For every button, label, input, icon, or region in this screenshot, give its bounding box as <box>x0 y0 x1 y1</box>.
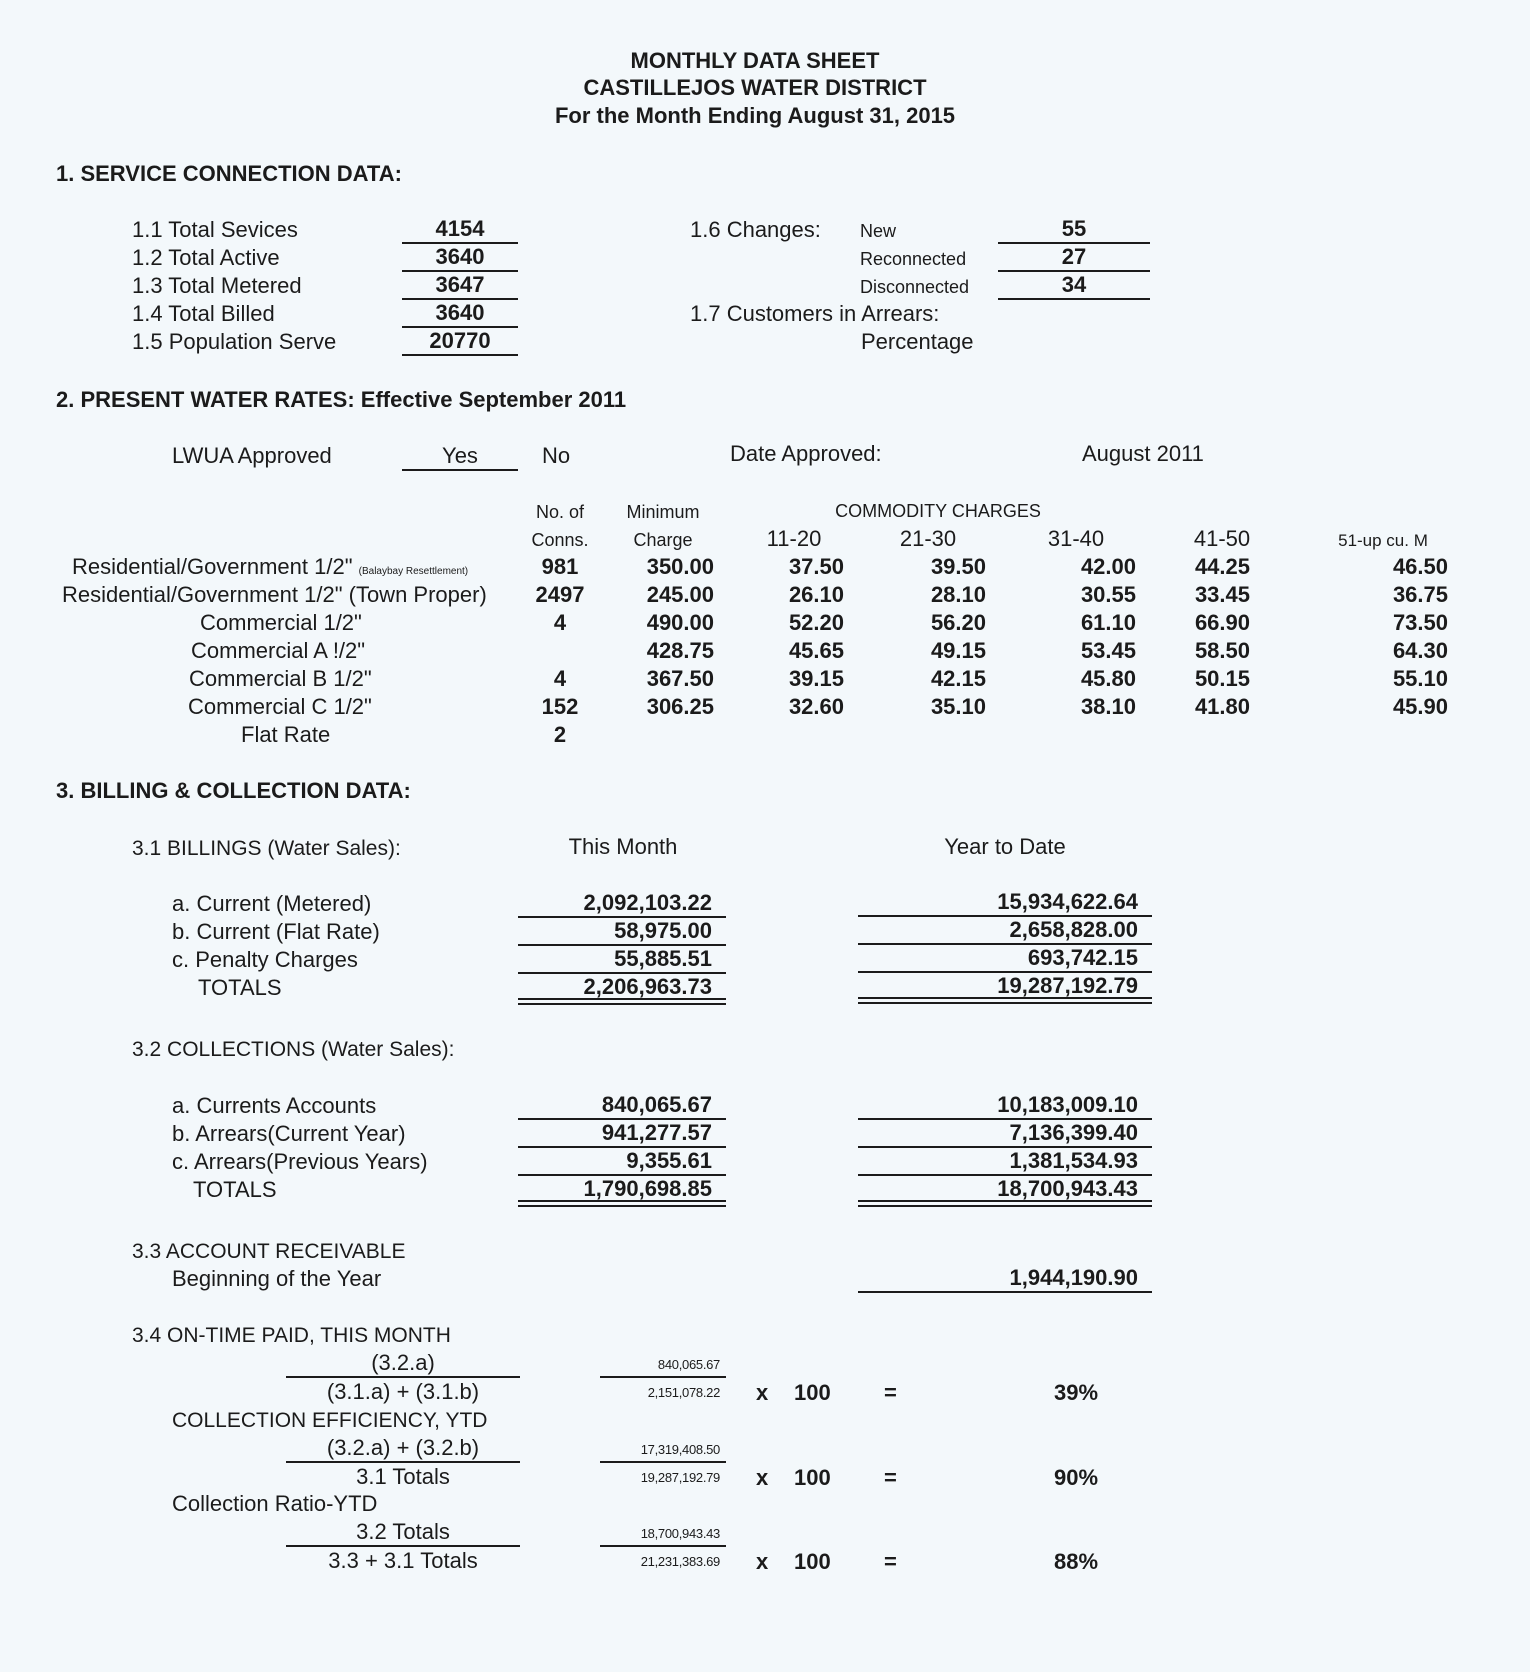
rate-conns: 2497 <box>535 582 585 607</box>
arrears-label: 1.7 Customers in Arrears: <box>690 301 940 326</box>
changes-reconnected-label: Reconnected <box>860 249 967 269</box>
col-minimum: Minimum <box>626 502 700 522</box>
section1-heading: 1. SERVICE CONNECTION DATA: <box>56 161 402 186</box>
ratio1-result: 39% <box>1054 1380 1099 1405</box>
account-receivable-value: 1,944,190.90 <box>1009 1265 1138 1290</box>
ratio1-numerator-label: (3.2.a) <box>371 1350 435 1375</box>
billings-label: 3.1 BILLINGS (Water Sales): <box>132 837 401 860</box>
rate-51-up: 64.30 <box>1392 638 1448 663</box>
billing-metered-ytd: 15,934,622.64 <box>997 889 1138 914</box>
rate-conns: 4 <box>553 610 567 635</box>
section2-heading: 2. PRESENT WATER RATES: Effective September 2011 <box>56 387 627 412</box>
range-11-20: 11-20 <box>766 526 822 551</box>
changes-new-value: 55 <box>1061 216 1087 241</box>
ratio2-equals: = <box>884 1465 897 1490</box>
collection-efficiency-label: COLLECTION EFFICIENCY, YTD <box>172 1409 488 1432</box>
underline <box>402 270 518 272</box>
ratio3-equals: = <box>884 1549 897 1574</box>
underline <box>858 943 1152 945</box>
lwua-yes: Yes <box>442 443 478 468</box>
underline <box>998 270 1150 272</box>
account-receivable-sub: Beginning of the Year <box>172 1266 382 1291</box>
underline <box>402 326 518 328</box>
underline <box>518 916 726 918</box>
item-total-services-value: 4154 <box>435 216 485 241</box>
underline <box>518 1174 726 1176</box>
billing-flat-ytd: 2,658,828.00 <box>1009 917 1138 942</box>
ratio1-hundred: 100 <box>794 1380 831 1405</box>
sheet-title: MONTHLY DATA SHEET <box>630 48 880 73</box>
billing-penalty-month: 55,885.51 <box>614 946 712 971</box>
changes-disconnected-value: 34 <box>1061 272 1087 297</box>
fraction-line <box>600 1461 726 1463</box>
underline <box>858 1291 1152 1293</box>
rate-11-20: 26.10 <box>788 582 844 607</box>
collections-label: 3.2 COLLECTIONS (Water Sales): <box>132 1038 455 1061</box>
collection-totals-ytd: 18,700,943.43 <box>997 1176 1138 1201</box>
item-total-billed-label: 1.4 Total Billed <box>132 301 275 326</box>
changes-disconnected-label: Disconnected <box>860 277 970 297</box>
rate-21-30: 39.50 <box>930 554 986 579</box>
item-population-label: 1.5 Population Serve <box>132 329 337 354</box>
rate-row-name-text: Residential/Government 1/2" <box>72 554 353 579</box>
col-no-of: No. of <box>535 502 585 522</box>
rate-minimum: 367.50 <box>646 666 714 691</box>
range-31-40: 31-40 <box>1047 526 1105 551</box>
rate-41-50: 66.90 <box>1194 610 1250 635</box>
lwua-no: No <box>542 443 571 468</box>
fraction-line <box>600 1376 726 1378</box>
collection-arrears-previous-ytd: 1,381,534.93 <box>1009 1148 1138 1173</box>
double-underline <box>518 998 726 1005</box>
ratio3-denominator: 21,231,383.69 <box>640 1554 720 1569</box>
rate-31-40: 30.55 <box>1080 582 1136 607</box>
ratio2-denominator-label: 3.1 Totals <box>356 1464 450 1489</box>
account-receivable-label: 3.3 ACCOUNT RECEIVABLE <box>132 1240 406 1263</box>
rate-conns: 981 <box>541 554 579 579</box>
rate-31-40: 42.00 <box>1080 554 1136 579</box>
rate-51-up: 55.10 <box>1392 666 1448 691</box>
ratio3-denominator-label: 3.3 + 3.1 Totals <box>328 1548 478 1573</box>
changes-reconnected-value: 27 <box>1061 244 1087 269</box>
double-underline <box>858 1200 1152 1207</box>
underline <box>518 944 726 946</box>
year-to-date-header: Year to Date <box>944 834 1066 859</box>
rate-minimum: 306.25 <box>646 694 714 719</box>
ratio3-result: 88% <box>1054 1549 1099 1574</box>
item-total-active-value: 3640 <box>435 244 485 269</box>
rate-31-40: 38.10 <box>1080 694 1136 719</box>
ratio1-equals: = <box>884 1380 897 1405</box>
changes-new-label: New <box>860 221 897 241</box>
ratio1-denominator-label: (3.1.a) + (3.1.b) <box>326 1379 480 1404</box>
rate-51-up: 36.75 <box>1392 582 1448 607</box>
fraction-line <box>286 1545 520 1547</box>
rate-41-50: 44.25 <box>1194 554 1250 579</box>
rate-41-50: 58.50 <box>1194 638 1250 663</box>
lwua-approved-label: LWUA Approved <box>172 443 332 468</box>
ontime-paid-label: 3.4 ON-TIME PAID, THIS MONTH <box>132 1324 451 1347</box>
rate-row-name: Commercial A !/2" <box>191 638 366 663</box>
underline <box>518 1146 726 1148</box>
rate-11-20: 39.15 <box>788 666 844 691</box>
rate-31-40: 53.45 <box>1080 638 1136 663</box>
underline <box>998 298 1150 300</box>
billing-totals-month: 2,206,963.73 <box>583 974 712 999</box>
collection-totals-month: 1,790,698.85 <box>583 1176 712 1201</box>
underline <box>998 242 1150 244</box>
commodity-charges-label: COMMODITY CHARGES <box>835 501 1041 521</box>
ratio1-numerator: 840,065.67 <box>657 1357 720 1372</box>
ratio3-numerator: 18,700,943.43 <box>640 1526 720 1541</box>
underline <box>858 971 1152 973</box>
underline <box>402 469 518 471</box>
date-approved-label: Date Approved: <box>730 441 882 466</box>
collection-arrears-current-month: 941,277.57 <box>601 1120 712 1145</box>
col-charge: Charge <box>633 530 693 550</box>
rate-row-note: (Balaybay Resettlement) <box>358 566 469 577</box>
ratio2-numerator-label: (3.2.a) + (3.2.b) <box>326 1435 480 1460</box>
billing-metered-month: 2,092,103.22 <box>583 890 712 915</box>
collection-arrears-current-ytd: 7,136,399.40 <box>1009 1120 1138 1145</box>
underline <box>858 1146 1152 1148</box>
range-41-50: 41-50 <box>1193 526 1251 551</box>
collection-arrears-current-label: b. Arrears(Current Year) <box>172 1121 406 1146</box>
ratio3-hundred: 100 <box>794 1549 831 1574</box>
rate-conns: 2 <box>553 722 567 747</box>
rate-row-name: Commercial B 1/2" <box>189 666 372 691</box>
range-21-30: 21-30 <box>899 526 957 551</box>
double-underline <box>518 1200 726 1207</box>
rate-conns: 152 <box>541 694 579 719</box>
rate-11-20: 45.65 <box>788 638 844 663</box>
rate-minimum: 428.75 <box>646 638 714 663</box>
range-51-up: 51-up cu. M <box>1338 531 1428 550</box>
collection-arrears-previous-month: 9,355.61 <box>626 1148 712 1173</box>
col-conns: Conns. <box>531 530 589 550</box>
ratio2-times: x <box>756 1465 769 1490</box>
item-total-services-label: 1.1 Total Sevices <box>132 217 298 242</box>
rate-row-name: Flat Rate <box>241 722 331 747</box>
collection-current-ytd: 10,183,009.10 <box>997 1092 1138 1117</box>
fraction-line <box>600 1545 726 1547</box>
rate-31-40: 45.80 <box>1080 666 1136 691</box>
collection-ratio-label: Collection Ratio-YTD <box>172 1491 378 1516</box>
ratio3-times: x <box>756 1549 769 1574</box>
ratio1-denominator: 2,151,078.22 <box>647 1385 720 1400</box>
collection-current-label: a. Currents Accounts <box>172 1093 377 1118</box>
rate-51-up: 46.50 <box>1392 554 1448 579</box>
underline <box>518 972 726 974</box>
fraction-line <box>286 1376 520 1378</box>
collection-arrears-previous-label: c. Arrears(Previous Years) <box>172 1149 428 1174</box>
billing-totals-label: TOTALS <box>198 975 282 1000</box>
underline <box>518 1118 726 1120</box>
period-line: For the Month Ending August 31, 2015 <box>554 103 956 128</box>
rate-51-up: 73.50 <box>1392 610 1448 635</box>
percentage-label: Percentage <box>861 329 974 354</box>
rate-row-name: Commercial 1/2" <box>200 610 362 635</box>
rate-21-30: 42.15 <box>930 666 986 691</box>
ratio1-times: x <box>756 1380 769 1405</box>
rate-minimum: 490.00 <box>646 610 714 635</box>
ratio2-hundred: 100 <box>794 1465 831 1490</box>
underline <box>858 915 1152 917</box>
ratio2-numerator: 17,319,408.50 <box>640 1442 720 1457</box>
item-population-value: 20770 <box>429 328 491 353</box>
date-approved-value: August 2011 <box>1082 441 1204 466</box>
rate-row-name: Residential/Government 1/2" (Town Proper) <box>62 582 487 607</box>
billing-totals-ytd: 19,287,192.79 <box>997 973 1138 998</box>
rate-row-name <box>72 556 468 578</box>
rate-11-20: 32.60 <box>788 694 844 719</box>
billing-penalty-ytd: 693,742.15 <box>1027 945 1138 970</box>
this-month-header: This Month <box>568 834 678 859</box>
item-total-metered-value: 3647 <box>435 272 485 297</box>
item-total-billed-value: 3640 <box>435 300 485 325</box>
billing-flat-month: 58,975.00 <box>614 918 712 943</box>
rate-41-50: 50.15 <box>1194 666 1250 691</box>
rate-conns: 4 <box>553 666 567 691</box>
rate-21-30: 28.10 <box>930 582 986 607</box>
ratio2-result: 90% <box>1054 1465 1099 1490</box>
billing-metered-label: a. Current (Metered) <box>172 891 372 916</box>
item-total-metered-label: 1.3 Total Metered <box>132 273 302 298</box>
underline <box>402 354 518 356</box>
ratio3-numerator-label: 3.2 Totals <box>356 1519 450 1544</box>
rate-11-20: 52.20 <box>788 610 844 635</box>
fraction-line <box>286 1461 520 1463</box>
billing-flat-label: b. Current (Flat Rate) <box>172 919 380 944</box>
underline <box>402 242 518 244</box>
rate-11-20: 37.50 <box>788 554 844 579</box>
underline <box>402 298 518 300</box>
rate-51-up: 45.90 <box>1392 694 1448 719</box>
collection-current-month: 840,065.67 <box>601 1092 712 1117</box>
rate-minimum: 350.00 <box>646 554 714 579</box>
rate-21-30: 35.10 <box>930 694 986 719</box>
collection-totals-label: TOTALS <box>193 1177 277 1202</box>
rate-31-40: 61.10 <box>1080 610 1136 635</box>
rate-21-30: 56.20 <box>930 610 986 635</box>
section3-heading: 3. BILLING & COLLECTION DATA: <box>56 778 411 803</box>
rate-row-name: Commercial C 1/2" <box>188 694 372 719</box>
rate-41-50: 41.80 <box>1194 694 1250 719</box>
rate-minimum: 245.00 <box>646 582 714 607</box>
underline <box>858 1174 1152 1176</box>
ratio2-denominator: 19,287,192.79 <box>640 1470 720 1485</box>
double-underline <box>858 997 1152 1004</box>
billing-penalty-label: c. Penalty Charges <box>172 947 358 972</box>
district-name: CASTILLEJOS WATER DISTRICT <box>583 75 927 100</box>
underline <box>858 1118 1152 1120</box>
changes-label: 1.6 Changes: <box>690 217 821 242</box>
rate-21-30: 49.15 <box>930 638 986 663</box>
item-total-active-label: 1.2 Total Active <box>132 245 280 270</box>
rate-41-50: 33.45 <box>1194 582 1250 607</box>
